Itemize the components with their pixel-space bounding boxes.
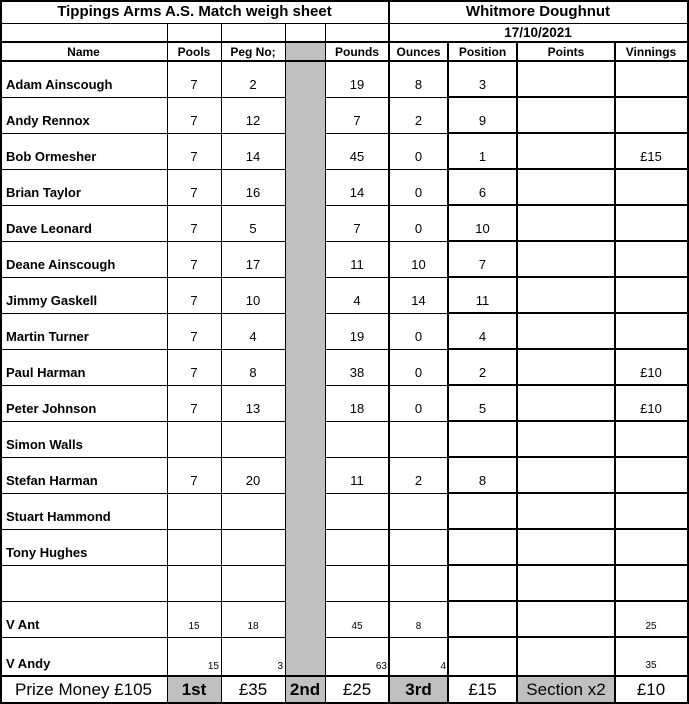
grid-line [447, 42, 449, 704]
shaded-cell [285, 565, 325, 601]
grid-line [448, 384, 689, 386]
points-cell [517, 421, 615, 457]
shaded-cell [285, 349, 325, 385]
grid-line [325, 565, 448, 566]
pools-cell: 7 [190, 149, 198, 164]
player-name: Stuart Hammond [6, 509, 111, 524]
grid-line [0, 0, 689, 2]
peg-cell: 4 [249, 329, 257, 344]
position-cell [448, 493, 517, 529]
winnings-cell [615, 169, 687, 205]
winnings-cell [615, 313, 687, 349]
shaded-cell [285, 241, 325, 277]
grid-line [0, 421, 285, 422]
peg-cell [221, 529, 285, 565]
grid-line [0, 637, 285, 638]
grid-line [325, 349, 448, 350]
grid-line [325, 169, 448, 170]
grid-line [325, 97, 448, 98]
position-cell [448, 529, 517, 565]
ounces-cell: 2 [414, 473, 423, 488]
winnings-cell [615, 241, 687, 277]
player-name: Tony Hughes [6, 545, 88, 560]
header-winnings: Vinnings [625, 44, 677, 59]
grid-line [0, 0, 2, 704]
pounds-cell: 18 [349, 401, 365, 416]
points-cell [517, 529, 615, 565]
grid-line [0, 60, 689, 62]
pools-cell [167, 565, 221, 601]
grid-line [285, 23, 286, 704]
match-date: 17/10/2021 [504, 25, 572, 40]
header-blank-gray [285, 42, 325, 61]
player-name: Adam Ainscough [6, 77, 113, 92]
winnings-cell [615, 61, 687, 97]
player-name: Jimmy Gaskell [6, 293, 98, 308]
points-cell [517, 241, 615, 277]
grid-line [448, 600, 689, 602]
grid-line [0, 277, 285, 278]
winnings-cell: £10 [640, 401, 662, 416]
pounds-cell: 63 [375, 661, 387, 672]
peg-cell: 17 [245, 257, 261, 272]
shaded-cell [285, 385, 325, 421]
grid-line [448, 528, 689, 530]
grid-line [325, 385, 448, 386]
ounces-cell: 14 [411, 293, 426, 308]
pools-cell: 7 [190, 473, 198, 488]
shaded-cell [285, 637, 325, 676]
grid-line [0, 169, 285, 170]
pools-cell: 7 [190, 185, 198, 200]
position-cell [448, 565, 517, 601]
winnings-cell [615, 97, 687, 133]
pounds-cell [325, 565, 389, 601]
winnings-cell: £10 [640, 365, 662, 380]
pounds-cell: 19 [349, 329, 365, 344]
pounds-cell: 14 [349, 185, 365, 200]
grid-line [0, 385, 285, 386]
grid-line [614, 42, 616, 704]
peg-cell: 18 [247, 621, 259, 632]
pounds-cell: 7 [353, 221, 361, 236]
pounds-cell: 45 [351, 621, 363, 632]
position-cell: 2 [478, 365, 487, 380]
pools-cell: 7 [190, 365, 198, 380]
pounds-cell: 11 [350, 257, 364, 272]
player-name: Bob Ormesher [6, 149, 97, 164]
grid-line [0, 205, 285, 206]
position-cell: 1 [478, 149, 487, 164]
section-amount: £10 [636, 680, 666, 699]
points-cell [517, 205, 615, 241]
pounds-cell: 11 [350, 473, 364, 488]
points-cell [517, 61, 615, 97]
shaded-cell [285, 457, 325, 493]
ounces-cell: 0 [414, 329, 423, 344]
pounds-cell: 45 [349, 149, 365, 164]
peg-cell [221, 493, 285, 529]
pools-cell [167, 529, 221, 565]
peg-cell: 14 [245, 149, 261, 164]
ounces-cell: 0 [414, 365, 423, 380]
position-cell: 10 [475, 221, 490, 236]
player-name: V Andy [6, 656, 51, 671]
grid-line [448, 204, 689, 206]
peg-cell: 16 [245, 185, 261, 200]
grid-line [388, 0, 390, 704]
peg-cell: 10 [245, 293, 261, 308]
winnings-cell: 35 [645, 660, 657, 671]
section-label: Section x2 [517, 676, 615, 704]
pools-cell: 7 [190, 257, 198, 272]
player-name: Martin Turner [6, 329, 89, 344]
winnings-cell [615, 457, 687, 493]
grid-line [0, 41, 689, 43]
peg-cell: 3 [277, 661, 283, 672]
grid-line [325, 241, 448, 242]
grid-line [0, 493, 285, 494]
points-cell [517, 565, 615, 601]
points-cell [517, 97, 615, 133]
ounces-cell: 2 [414, 113, 423, 128]
pounds-cell [325, 493, 389, 529]
points-cell [517, 493, 615, 529]
position-cell: 5 [478, 401, 487, 416]
peg-cell: 2 [249, 77, 257, 92]
player-name: Peter Johnson [6, 401, 97, 416]
grid-line [516, 42, 518, 704]
ounces-cell: 0 [414, 149, 423, 164]
shaded-cell [285, 205, 325, 241]
winnings-cell [615, 565, 687, 601]
grid-line [448, 240, 689, 242]
header-peg: Peg No; [230, 44, 276, 59]
grid-line [448, 312, 689, 314]
grid-line [0, 565, 285, 566]
points-cell [517, 349, 615, 385]
pools-cell [167, 493, 221, 529]
grid-line [448, 276, 689, 278]
points-cell [517, 313, 615, 349]
position-cell: 7 [478, 257, 487, 272]
grid-line [448, 492, 689, 494]
position-cell [448, 421, 517, 457]
winnings-cell [615, 277, 687, 313]
pools-cell: 7 [190, 221, 198, 236]
grid-line [448, 96, 689, 98]
pounds-cell: 7 [353, 113, 361, 128]
player-name: Simon Walls [6, 437, 83, 452]
player-name: Dave Leonard [6, 221, 92, 236]
pounds-cell: 4 [353, 293, 361, 308]
peg-cell [221, 565, 285, 601]
first-place-amount: £35 [238, 680, 268, 699]
winnings-cell: 25 [645, 621, 657, 632]
grid-line [448, 636, 689, 638]
peg-cell: 13 [245, 401, 261, 416]
grid-line [448, 132, 689, 134]
grid-line [0, 313, 285, 314]
player-name: Andy Rennox [6, 113, 90, 128]
grid-line [0, 601, 285, 602]
grid-line [325, 493, 448, 494]
club-title: Tippings Arms A.S. Match weigh sheet [57, 3, 332, 20]
grid-line [325, 601, 448, 602]
pools-cell: 7 [190, 77, 198, 92]
pounds-cell [325, 529, 389, 565]
grid-line [325, 421, 448, 422]
ounces-cell: 0 [414, 185, 423, 200]
winnings-cell [615, 493, 687, 529]
ounces-cell [389, 529, 448, 565]
winnings-cell [615, 421, 687, 457]
points-cell [517, 133, 615, 169]
position-cell: 11 [475, 293, 490, 308]
grid-line [325, 277, 448, 278]
ounces-cell [389, 565, 448, 601]
position-cell: 6 [478, 185, 487, 200]
peg-cell: 8 [249, 365, 257, 380]
grid-line [0, 133, 285, 134]
position-cell [448, 601, 517, 637]
shaded-cell [285, 421, 325, 457]
position-cell: 9 [478, 113, 487, 128]
pools-cell: 15 [207, 661, 219, 672]
peg-cell: 5 [249, 221, 257, 236]
prize-money: Prize Money £105 [14, 680, 153, 699]
peg-cell: 20 [245, 473, 261, 488]
grid-line [448, 456, 689, 458]
ounces-cell: 8 [415, 621, 422, 632]
points-cell [517, 277, 615, 313]
shaded-cell [285, 529, 325, 565]
grid-line [0, 349, 285, 350]
ounces-cell: 0 [414, 401, 423, 416]
grid-line [325, 529, 448, 530]
pools-cell: 7 [190, 293, 198, 308]
grid-line [0, 675, 689, 677]
header-pools: Pools [177, 44, 211, 59]
ounces-cell: 8 [414, 77, 423, 92]
grid-line [325, 133, 448, 134]
player-name: V Ant [6, 617, 40, 632]
shaded-cell [285, 277, 325, 313]
points-cell [517, 169, 615, 205]
grid-line [325, 637, 448, 638]
ounces-cell: 0 [414, 221, 423, 236]
player-name: Brian Taylor [6, 185, 81, 200]
pounds-cell: 19 [349, 77, 365, 92]
grid-line [0, 457, 285, 458]
grid-line [325, 205, 448, 206]
grid-line [0, 97, 285, 98]
pounds-cell [325, 421, 389, 457]
player-name [0, 565, 167, 601]
third-place-amount: £15 [468, 680, 497, 699]
position-cell: 8 [478, 473, 487, 488]
pounds-cell: 38 [349, 365, 365, 380]
grid-line [0, 241, 285, 242]
peg-cell: 12 [245, 113, 261, 128]
header-ounces: Ounces [396, 44, 441, 59]
shaded-cell [285, 601, 325, 637]
grid-line [0, 23, 389, 24]
shaded-cell [285, 97, 325, 133]
grid-line [448, 564, 689, 566]
shaded-cell [285, 169, 325, 205]
points-cell [517, 457, 615, 493]
grid-line [325, 313, 448, 314]
position-cell: 4 [478, 329, 487, 344]
ounces-cell [389, 421, 448, 457]
player-name: Stefan Harman [6, 473, 98, 488]
second-place-label: 2nd [285, 676, 325, 704]
grid-line [0, 529, 285, 530]
ounces-cell [389, 493, 448, 529]
pools-cell: 15 [188, 621, 200, 632]
first-place-label: 1st [167, 676, 221, 704]
grid-line [325, 457, 448, 458]
second-place-amount: £25 [342, 680, 372, 699]
header-position: Position [458, 44, 507, 59]
points-cell [517, 637, 615, 676]
grid-line [448, 348, 689, 350]
ounces-cell: 10 [411, 257, 426, 272]
shaded-cell [285, 313, 325, 349]
winnings-cell [615, 529, 687, 565]
third-place-label: 3rd [389, 676, 448, 704]
header-points: Points [547, 44, 585, 59]
pools-cell: 7 [190, 329, 198, 344]
pools-cell: 7 [190, 401, 198, 416]
winnings-cell [615, 205, 687, 241]
position-cell: 3 [478, 77, 487, 92]
peg-cell [221, 421, 285, 457]
grid-line [448, 168, 689, 170]
winnings-cell: £15 [640, 149, 662, 164]
ounces-cell: 4 [440, 661, 446, 672]
pools-cell [167, 421, 221, 457]
points-cell [517, 601, 615, 637]
shaded-cell [285, 493, 325, 529]
player-name: Paul Harman [6, 365, 86, 380]
shaded-cell [285, 61, 325, 97]
header-name: Name [67, 44, 100, 59]
grid-line [389, 23, 689, 24]
player-name: Deane Ainscough [6, 257, 116, 272]
shaded-cell [285, 133, 325, 169]
grid-line [448, 420, 689, 422]
pools-cell: 7 [190, 113, 198, 128]
header-pounds: Pounds [335, 44, 379, 59]
position-cell [448, 637, 517, 676]
points-cell [517, 385, 615, 421]
venue-title: Whitmore Doughnut [465, 3, 611, 20]
